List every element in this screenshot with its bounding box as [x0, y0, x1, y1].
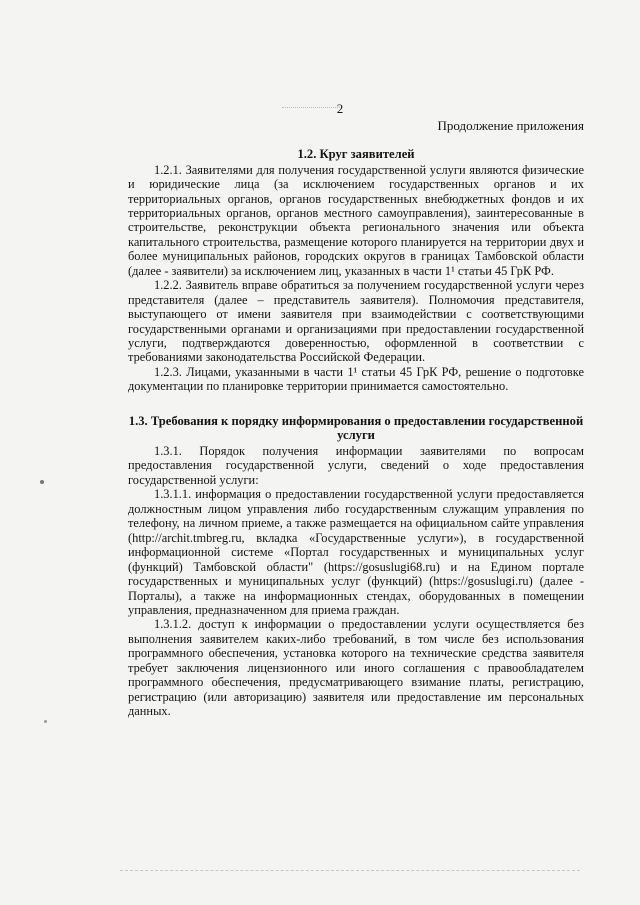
paragraph-1-2-1: 1.2.1. Заявителями для получения государственной услуги являются физические и юридические лица (за исключением государственных органов и их территориальных органов, органов государственных внебюджетных фондов и их территориальных органов, органов местного самоуправления), заинтересованные в строительстве, реконструкции объекта регионального значения или объекта капитального строительства, размещение которого планируется на территории двух и более муниципальных районов, городских округов в границах Тамбовской области (далее - заявители) за исключением лиц, указанных в части 1¹ статьи 45 ГрК РФ. — [128, 162, 584, 278]
scan-dot — [40, 480, 44, 484]
page-number: 2 — [336, 101, 344, 116]
section-heading-1-3: 1.3. Требования к порядку информирования о предоставлении государственной услуги — [128, 413, 584, 443]
document-body — [128, 147, 584, 719]
continuation-label: Продолжение приложения — [437, 118, 584, 133]
section-heading-1-2: 1.2. Круг заявителей — [297, 147, 415, 161]
paragraph-1-3-1-2: 1.3.1.2. доступ к информации о предоставлении услуги осуществляется без выполнения заявителем каких-либо требований, в том числе без использования программного обеспечения, установка которого на технические средства заявителя требует заключения лицензионного или иного соглашения с правообладателем программного обеспечения, предусматривающего взимание платы, регистрацию, регистрацию (или авторизацию) заявителя или предоставление им персональных данных. — [128, 617, 584, 719]
paragraph-1-2-3: 1.2.3. Лицами, указанными в части 1¹ статьи 45 ГрК РФ, решение о подготовке документации по планировке территории принимается самостоятельно. — [128, 364, 584, 394]
paragraph-1-2-2: 1.2.2. Заявитель вправе обратиться за получением государственной услуги через представителя (далее – представитель заявителя). Полномочия представителя, выступающего от имени заявителя при взаимодействии с соответствующими государственными органами и организациями при предоставлении государственной услуги, подтверждаются доверенностью, оформленной в соответствии с требованиями законодательства Российской Федерации. — [128, 278, 584, 365]
paragraph-1-3-1: 1.3.1. Порядок получения информации заявителями по вопросам предоставления государственной услуги, сведений о ходе предоставления государственной услуги: — [128, 444, 584, 487]
scan-edge-line — [120, 870, 580, 871]
paragraph-1-3-1-1: 1.3.1.1. информация о предоставлении государственной услуги предоставляется должностным лицом управления либо государственным служащим управления по телефону, на личном приеме, а также размещается на официальном сайте управления (http://archit.tmbreg.ru, вкладка «Государственные услуги»), в государственной информационной системе «Портал государственных и муниципальных услуг (функций) Тамбовской области" (https://gosuslugi68.ru) и на Едином портале государственных и муниципальных услуг (функций) (https://gosuslugi.ru) (далее - Порталы), а также на информационных стендах, оборудованных в помещении управления, предназначенном для приема граждан. — [128, 487, 584, 618]
scan-dot — [44, 720, 47, 723]
